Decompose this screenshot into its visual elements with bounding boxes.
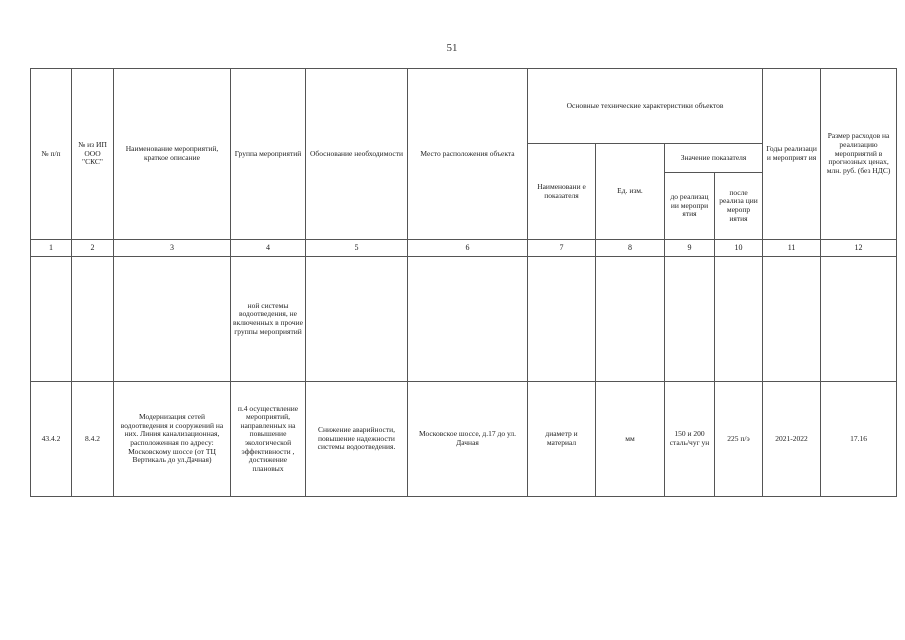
row-value-after: 225 п/э <box>715 382 763 497</box>
row-justification: Снижение аварийности, повышение надежности системы водоотведения. <box>306 382 408 497</box>
header-justification: Обоснование необходимости <box>306 69 408 240</box>
column-number: 2 <box>72 240 114 257</box>
table-cell <box>408 257 528 382</box>
table-row <box>31 382 897 497</box>
column-number: 5 <box>306 240 408 257</box>
row-value-before: 150 и 200 сталь/чуг ун <box>665 382 715 497</box>
table-cell <box>72 257 114 382</box>
column-number: 3 <box>114 240 231 257</box>
row-cost: 17.16 <box>821 382 897 497</box>
header-measure-name: Наименование мероприятий, краткое описание <box>114 69 231 240</box>
row-measure-name: Модернизация сетей водоотведения и сооружений на них. Линия канализационная, расположенная по адресу: Московскому шоссе (от ТЦ Вертикаль до ул.Дачная) <box>114 382 231 497</box>
column-number: 6 <box>408 240 528 257</box>
row-ip-number: 8.4.2 <box>72 382 114 497</box>
measures-table <box>30 68 897 497</box>
column-number: 9 <box>665 240 715 257</box>
header-measure-group: Группа мероприятий <box>231 69 306 240</box>
row-indicator-name: диаметр и материал <box>528 382 596 497</box>
column-number: 8 <box>596 240 665 257</box>
column-number: 10 <box>715 240 763 257</box>
row-measure-group: п.4 осуществление мероприятий, направленных на повышение экологической эффективности , достижение плановых <box>231 382 306 497</box>
table-cell <box>114 257 231 382</box>
header-unit: Ед. изм. <box>596 144 665 240</box>
column-number: 1 <box>31 240 72 257</box>
header-row-1 <box>31 69 897 144</box>
header-indicator-name: Наименовани е показателя <box>528 144 596 240</box>
column-number: 11 <box>763 240 821 257</box>
table-cell <box>715 257 763 382</box>
header-indicator-value: Значение показателя <box>665 144 763 173</box>
table-cell <box>763 257 821 382</box>
table-cell <box>665 257 715 382</box>
row-unit: мм <box>596 382 665 497</box>
header-years: Годы реализаци и мероприят ия <box>763 69 821 240</box>
column-number: 7 <box>528 240 596 257</box>
continued-row <box>31 257 897 382</box>
table-cell <box>306 257 408 382</box>
header-value-before: до реализац ии меропри ятия <box>665 173 715 240</box>
column-number-row <box>31 240 897 257</box>
table-cell <box>528 257 596 382</box>
header-value-after: после реализа ции меропр иятия <box>715 173 763 240</box>
table-cell <box>821 257 897 382</box>
header-location: Место расположения объекта <box>408 69 528 240</box>
header-row-number: № п/п <box>31 69 72 240</box>
header-technical-characteristics: Основные технические характеристики объектов <box>528 69 763 144</box>
row-years: 2021-2022 <box>763 382 821 497</box>
column-number: 12 <box>821 240 897 257</box>
table-cell <box>31 257 72 382</box>
row-location: Московское шоссе, д.17 до ул. Дачная <box>408 382 528 497</box>
row-number: 43.4.2 <box>31 382 72 497</box>
table-cell <box>596 257 665 382</box>
continued-measure-group: ной системы водоотведения, не включенных в прочие группы мероприятий <box>231 257 306 382</box>
page-number: 51 <box>446 42 458 54</box>
header-ip-number: № из ИП ООО "СКС" <box>72 69 114 240</box>
column-number: 4 <box>231 240 306 257</box>
header-costs: Размер расходов на реализацию мероприятий в прогнозных ценах, млн. руб. (без НДС) <box>821 69 897 240</box>
